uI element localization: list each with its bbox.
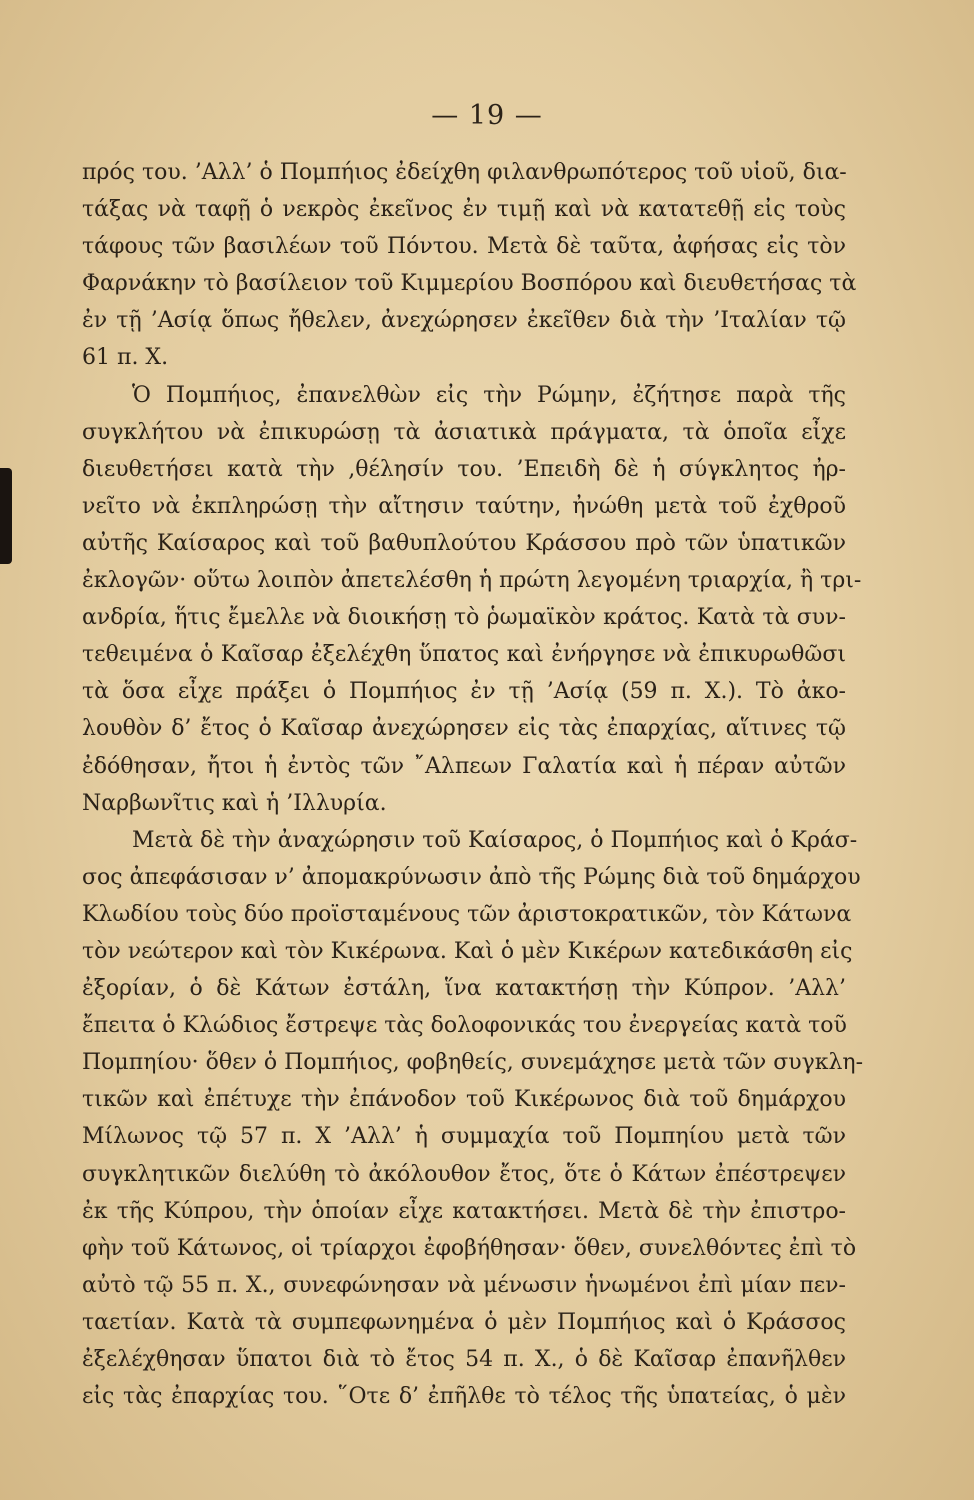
text-line: ἐξορίαν, ὁ δὲ Κάτων ἐστάλη, ἵνα κατακτήσῃ τὴν Κύπρον. ’Αλλ’: [82, 976, 846, 1002]
body-text: [82, 154, 864, 1415]
text-line: Ὁ Πομπήιος, ἐπανελθὼν εἰς τὴν Ρώμην, ἐζήτησε παρὰ τῆς: [132, 382, 846, 408]
text-line: τικῶν καὶ ἐπέτυχε τὴν ἐπάνοδον τοῦ Κικέρωνος διὰ τοῦ δημάρχου: [82, 1087, 846, 1113]
text-line: ἐκλογῶν· οὕτω λοιπὸν ἀπετελέσθη ἡ πρώτη λεγομένη τριαρχία, ἢ τρι-: [82, 568, 862, 594]
text-line: εἰς τὰς ἐπαρχίας του. ῞Οτε δ’ ἐπῆλθε τὸ τέλος τῆς ὑπατείας, ὁ μὲν: [82, 1384, 846, 1410]
binding-edge-mark: [0, 468, 12, 564]
text-line: συγκλήτου νὰ ἐπικυρώσῃ τὰ ἀσιατικὰ πράγματα, τὰ ὁποῖα εἶχε: [82, 419, 846, 445]
text-line: λουθὸν δ’ ἔτος ὁ Καῖσαρ ἀνεχώρησεν εἰς τὰς ἐπαρχίας, αἵτινες τῷ: [82, 716, 846, 742]
text-line: τεθειμένα ὁ Καῖσαρ ἐξελέχθη ὕπατος καὶ ἐνήργησε νὰ ἐπικυρωθῶσι: [82, 642, 846, 668]
text-line: πρός του. ’Αλλ’ ὁ Πομπήιος ἐδείχθη φιλανθρωπότερος τοῦ υἱοῦ, δια-: [82, 160, 847, 185]
text-line: Μετὰ δὲ τὴν ἀναχώρησιν τοῦ Καίσαρος, ὁ Πομπήιος καὶ ὁ Κράσ-: [132, 827, 858, 853]
text-line: τὰ ὅσα εἶχε πράξει ὁ Πομπήιος ἐν τῇ ’Ασίᾳ (59 π. Χ.). Τὸ ἀκο-: [82, 679, 846, 705]
text-line: Ναρβωνῖτις καὶ ἡ ’Ιλλυρία.: [82, 790, 387, 816]
text-line: Φαρνάκην τὸ βασίλειον τοῦ Κιμμερίου Βοσπόρου καὶ διευθετήσας τὰ: [82, 271, 857, 297]
text-line: ἐκ τῆς Κύπρου, τὴν ὁποίαν εἶχε κατακτήσει. Μετὰ δὲ τὴν ἐπιστρο-: [82, 1198, 846, 1224]
text-line: διευθετήσει κατὰ τὴν ,θέλησίν του. ’Επειδὴ δὲ ἡ σύγκλητος ἠρ-: [82, 456, 846, 482]
text-line: ανδρία, ἥτις ἔμελλε νὰ διοικήσῃ τὸ ῥωμαϊκὸν κράτος. Κατὰ τὰ συν-: [82, 605, 846, 631]
text-line: ἐν τῇ ’Ασίᾳ ὅπως ἤθελεν, ἀνεχώρησεν ἐκεῖθεν διὰ τὴν ’Ιταλίαν τῷ: [82, 308, 846, 334]
text-line: Πομπηίου· ὅθεν ὁ Πομπήιος, φοβηθείς, συνεμάχησε μετὰ τῶν συγκλη-: [82, 1050, 864, 1076]
text-line: Κλωδίου τοὺς δύο προϊσταμένους τῶν ἀριστοκρατικῶν, τὸν Κάτωνα: [82, 901, 852, 927]
text-line: φὴν τοῦ Κάτωνος, οἱ τρίαρχοι ἐφοβήθησαν· ὅθεν, συνελθόντες ἐπὶ τὸ: [82, 1235, 857, 1261]
text-line: ἔπειτα ὁ Κλώδιος ἔστρεψε τὰς δολοφονικάς του ἐνεργείας κατὰ τοῦ: [82, 1013, 847, 1039]
text-line: ταετίαν. Κατὰ τὰ συμπεφωνημένα ὁ μὲν Πομπήιος καὶ ὁ Κράσσος: [82, 1309, 846, 1335]
text-line: σος ἀπεφάσισαν ν’ ἀπομακρύνωσιν ἀπὸ τῆς Ρώμης διὰ τοῦ δημάρχου: [82, 864, 861, 890]
paragraph: [82, 822, 864, 1416]
text-line: συγκλητικῶν διελύθη τὸ ἀκόλουθον ἔτος, ὅτε ὁ Κάτων ἐπέστρεψεν: [82, 1161, 846, 1187]
paragraph: [82, 154, 857, 377]
text-line: ἐξελέχθησαν ὕπατοι διὰ τὸ ἔτος 54 π. Χ., ὁ δὲ Καῖσαρ ἐπανῆλθεν: [82, 1347, 846, 1372]
text-line: τὸν νεώτερον καὶ τὸν Κικέρωνα. Καὶ ὁ μὲν Κικέρων κατεδικάσθη εἰς: [82, 938, 853, 964]
text-line: 61 π. Χ.: [82, 345, 169, 371]
paragraph: [82, 377, 862, 822]
text-line: Μίλωνος τῷ 57 π. Χ ’Αλλ’ ἡ συμμαχία τοῦ Πομπηίου μετὰ τῶν: [82, 1124, 846, 1150]
page-number: — 19 —: [431, 100, 543, 131]
text-line: τάφους τῶν βασιλέων τοῦ Πόντου. Μετὰ δὲ ταῦτα, ἀφήσας εἰς τὸν: [82, 234, 846, 260]
text-line: τάξας νὰ ταφῇ ὁ νεκρὸς ἐκεῖνος ἐν τιμῇ καὶ νὰ κατατεθῇ εἰς τοὺς: [82, 197, 846, 223]
text-line: νεῖτο νὰ ἐκπληρώσῃ τὴν αἴτησιν ταύτην, ἠνώθη μετὰ τοῦ ἐχθροῦ: [82, 493, 846, 519]
text-line: αὐτὸ τῷ 55 π. Χ., συνεφώνησαν νὰ μένωσιν ἡνωμένοι ἐπὶ μίαν πεν-: [82, 1272, 846, 1298]
text-line: ἐδόθησαν, ἤτοι ἡ ἐντὸς τῶν ῎Αλπεων Γαλατία καὶ ἡ πέραν αὐτῶν: [82, 753, 846, 779]
text-line: αὐτῆς Καίσαρος καὶ τοῦ βαθυπλούτου Κράσσου πρὸ τῶν ὑπατικῶν: [82, 530, 846, 556]
